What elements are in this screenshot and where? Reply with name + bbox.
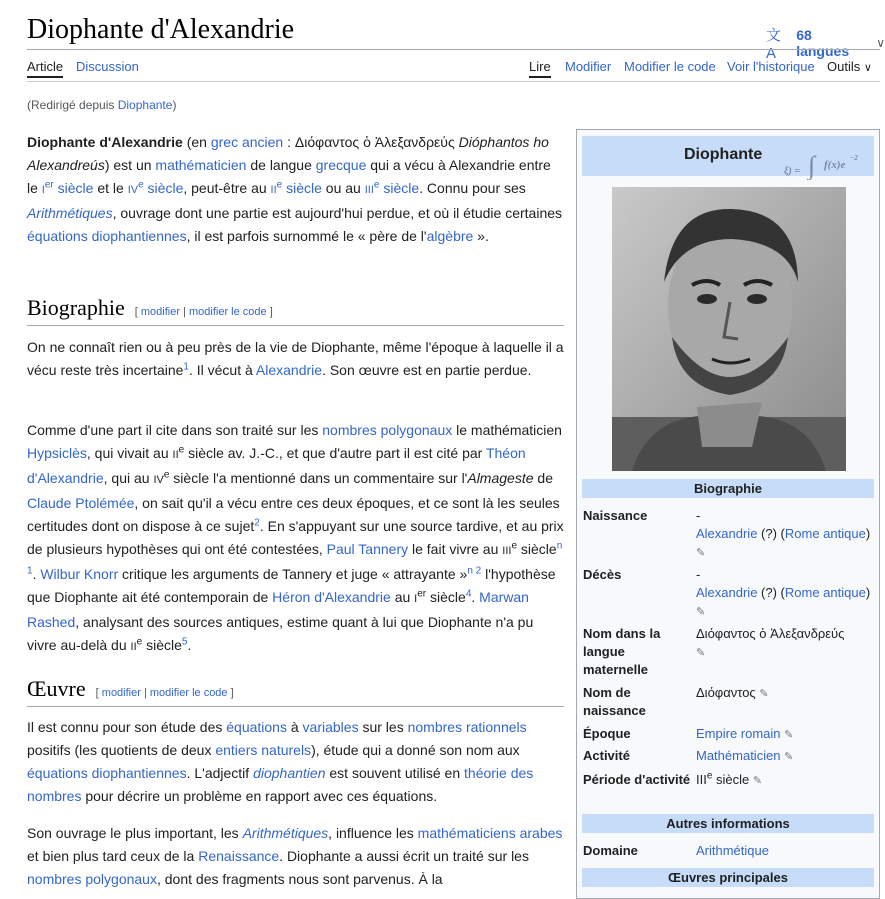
link-ier-siecle[interactable]: Ier siècle [41, 179, 94, 196]
pencil-icon[interactable]: ✎ [759, 688, 769, 700]
link-alexandrie-deces[interactable]: Alexandrie [696, 585, 758, 600]
tab-article[interactable]: Article [27, 59, 63, 78]
link-arithmetiques-2[interactable]: Arithmétiques [242, 825, 329, 841]
tab-outils[interactable]: Outils ∨ [827, 59, 872, 74]
pencil-icon[interactable]: ✎ [784, 729, 794, 741]
redirect-link[interactable]: Diophante [117, 98, 173, 112]
link-grecque[interactable]: grecque [315, 157, 367, 173]
link-alexandrie-naissance[interactable]: Alexandrie [696, 526, 758, 541]
link-equations[interactable]: équations [226, 719, 287, 735]
math-formula-icon [780, 144, 870, 180]
pencil-icon[interactable]: ✎ [696, 647, 706, 659]
link-ptolemee[interactable]: Claude Ptolémée [27, 495, 135, 511]
link-iiie-siecle[interactable]: IIIe siècle [364, 179, 420, 196]
link-arithmetique[interactable]: Arithmétique [696, 843, 769, 858]
link-grec-ancien[interactable]: grec ancien [210, 134, 284, 150]
link-mathematicien[interactable]: mathématicien [155, 157, 247, 173]
tab-modifier[interactable]: Modifier [565, 59, 612, 74]
link-marwan-rashed[interactable]: Marwan Rashed [27, 589, 529, 630]
link-theorie-nombres[interactable]: théorie des nombres [27, 765, 534, 804]
pencil-icon[interactable]: ✎ [784, 751, 794, 763]
edit-code-link[interactable]: modifier le code [149, 687, 228, 699]
link-arithmetiques[interactable]: Arithmétiques [27, 205, 113, 221]
link-hypsicles[interactable]: Hypsiclès [27, 445, 87, 461]
link-entiers-naturels[interactable]: entiers naturels [215, 742, 312, 758]
link-paul-tannery[interactable]: Paul Tannery [326, 541, 409, 557]
language-count: 68 langues [796, 27, 850, 59]
pencil-icon[interactable]: ✎ [752, 775, 763, 787]
link-heron[interactable]: Héron d'Alexandrie [272, 589, 391, 605]
page-tabs [27, 59, 880, 81]
link-renaissance[interactable]: Renaissance [198, 848, 280, 864]
svg-text:∫: ∫ [808, 151, 816, 180]
note-1[interactable]: n 1 [27, 540, 563, 577]
infobox-section-biographie: Biographie [582, 479, 874, 498]
edit-link[interactable]: modifier [101, 687, 141, 699]
portrait-image[interactable] [612, 187, 846, 471]
oeuvre-paragraph-2: Son ouvrage le plus important, les Arithmétiques, influence les mathématiciens arabes et bien plus tard ceux de la Renaissance. Diophante a aussi écrit un traité sur les nombres polygonaux, dont des fragments nous sont parvenus. À la [27, 825, 563, 887]
link-theon[interactable]: Théon d'Alexandrie [27, 445, 526, 486]
ref-2[interactable]: 2 [254, 517, 260, 529]
svg-text:ξ) =: ξ) = [784, 166, 801, 177]
link-iie-siecle[interactable]: IIe siècle [270, 179, 322, 196]
infobox: Diophante ξ) = ∫ f(x)e −2 Biographie Naissance - Alexandrie (?) (Rome antique) ✎ Décès - Alexandrie (?) (Rome antique) ✎ Nom dans la langue maternelle Διόφαντος ὁ Ἀλεξανδρεύς ✎ Nom de naissance Διόφαντος ✎ Époque Empire romain ✎ Activité Mathématicien ✎ Période d'activité IIIe siècle ✎ Autres informations Domaine Arithmétique Œuvres principales [576, 129, 880, 899]
pencil-icon[interactable]: ✎ [696, 547, 706, 559]
link-nombres-polygonaux[interactable]: nombres polygonaux [322, 422, 453, 438]
link-nombres-polygonaux-2[interactable]: nombres polygonaux [27, 871, 157, 887]
infobox-section-oeuvres: Œuvres principales [582, 868, 874, 887]
link-equations-dioph[interactable]: équations diophantiennes [27, 765, 187, 781]
lead-paragraph: Diophante d'Alexandrie (en grec ancien : Διόφαντος ὁ Ἀλεξανδρεύς Dióphantos ho Alexandreús) est un mathématicien de langue grecque qui a vécu à Alexandrie entre le Ier siècle et le IVe siècle, peut-être au IIe siècle ou au IIIe siècle. Connu pour ses Arithmétiques, ouvrage dont une partie est aujourd'hui perdue, et où il étudie certaines équations diophantiennes, il est parfois surnommé le « père de l'algèbre ». [27, 134, 563, 244]
tab-discussion[interactable]: Discussion [76, 59, 139, 74]
page-title: Diophante d'Alexandrie [27, 14, 295, 45]
infobox-section-autres: Autres informations [582, 814, 874, 833]
chevron-down-icon: ∨ [863, 62, 872, 74]
language-button[interactable] [766, 24, 885, 62]
redirect-note: (Redirigé depuis Diophante) [27, 98, 177, 112]
translate-icon: 文A [766, 27, 782, 62]
infobox-header [582, 136, 874, 180]
svg-text:−2: −2 [850, 154, 858, 162]
ref-5[interactable]: 5 [181, 636, 188, 648]
link-variables[interactable]: variables [302, 719, 359, 735]
edit-link[interactable]: modifier [140, 306, 181, 318]
link-ive-siecle[interactable]: IVe siècle [127, 179, 184, 196]
pencil-icon[interactable]: ✎ [696, 606, 706, 618]
link-wilbur-knorr[interactable]: Wilbur Knorr [40, 566, 119, 582]
svg-text:f(x)e: f(x)e [824, 159, 846, 171]
link-alexandrie[interactable]: Alexandrie [255, 362, 323, 378]
title-divider [27, 49, 880, 50]
biographie-paragraph-1: On ne connaît rien ou à peu près de la vie de Diophante, même l'époque à laquelle il a vécu reste très incertaine$^1$. Il vécut à Alexandrie. Son œuvre est en partie perdue. [27, 339, 564, 378]
ref-4[interactable]: 4 [465, 588, 472, 600]
tab-lire[interactable]: Lire [529, 59, 551, 78]
link-rome-antique-2[interactable]: Rome antique [784, 585, 866, 600]
biographie-paragraph-2: Comme d'une part il cite dans son traité sur les nombres polygonaux le mathématicien Hypsiclès, qui vivait au IIe siècle av. J.-C., et que d'autre part il est cité par Théon d'Alexandrie, qui au IVe siècle l'a mentionné dans un commentaire sur l'Almageste de Claude Ptolémée, on sait qu'il a vécu entre ces deux époques, et ce sont là les seules certitudes dont on dispose à ce sujet$^2$. En s'appuyant sur une source tardive, et au prix de plusieurs hypothèses qui ont été contestées, Paul Tannery le fait vivre au IIIe siècle$^{n 1}$. Wilbur Knorr critique les arguments de Tannery et juge « attrayante »$^{n 2}$ l'hypothèse que Diophante ait été contemporain de Héron d'Alexandrie au Ier siècle$^4$. Marwan Rashed, analysant des sources antiques, estime quant à lui que Diophante n'a pu vivre au-delà du IIe siècle$^5$. [27, 422, 564, 653]
oeuvre-paragraph-1: Il est connu pour son étude des équations à variables sur les nombres rationnels positifs (les quotients de deux entiers naturels), étude qui a donné son nom aux équations diophantiennes. L'adjectif diophantien est souvent utilisé en théorie des nombres pour décrire un problème en rapport avec ces équations. [27, 719, 534, 804]
link-math-arabes[interactable]: mathématiciens arabes [417, 825, 563, 841]
chevron-down-icon: ∨ [876, 36, 885, 50]
heading-oeuvre: Œuvre [ modifier | modifier le code ] [27, 676, 564, 707]
tabs-divider [27, 81, 880, 82]
edit-code-link[interactable]: modifier le code [189, 306, 267, 318]
ref-1[interactable]: 1 [183, 361, 189, 373]
infobox-title: Diophante [684, 146, 763, 163]
tab-historique[interactable]: Voir l'historique [727, 59, 815, 74]
link-rome-antique[interactable]: Rome antique [784, 526, 866, 541]
note-2[interactable]: n 2 [467, 565, 482, 577]
link-mathematicien-ib[interactable]: Mathématicien [696, 748, 781, 763]
heading-biographie: Biographie [ modifier | modifier le code ] [27, 295, 564, 326]
link-empire-romain[interactable]: Empire romain [696, 726, 781, 741]
tab-modifier-code[interactable]: Modifier le code [624, 59, 716, 74]
link-nombres-rationnels[interactable]: nombres rationnels [407, 719, 527, 735]
link-algebre[interactable]: algèbre [426, 228, 474, 244]
link-equations-diophantiennes[interactable]: équations diophantiennes [27, 228, 187, 244]
link-diophantien[interactable]: diophantien [253, 765, 326, 781]
